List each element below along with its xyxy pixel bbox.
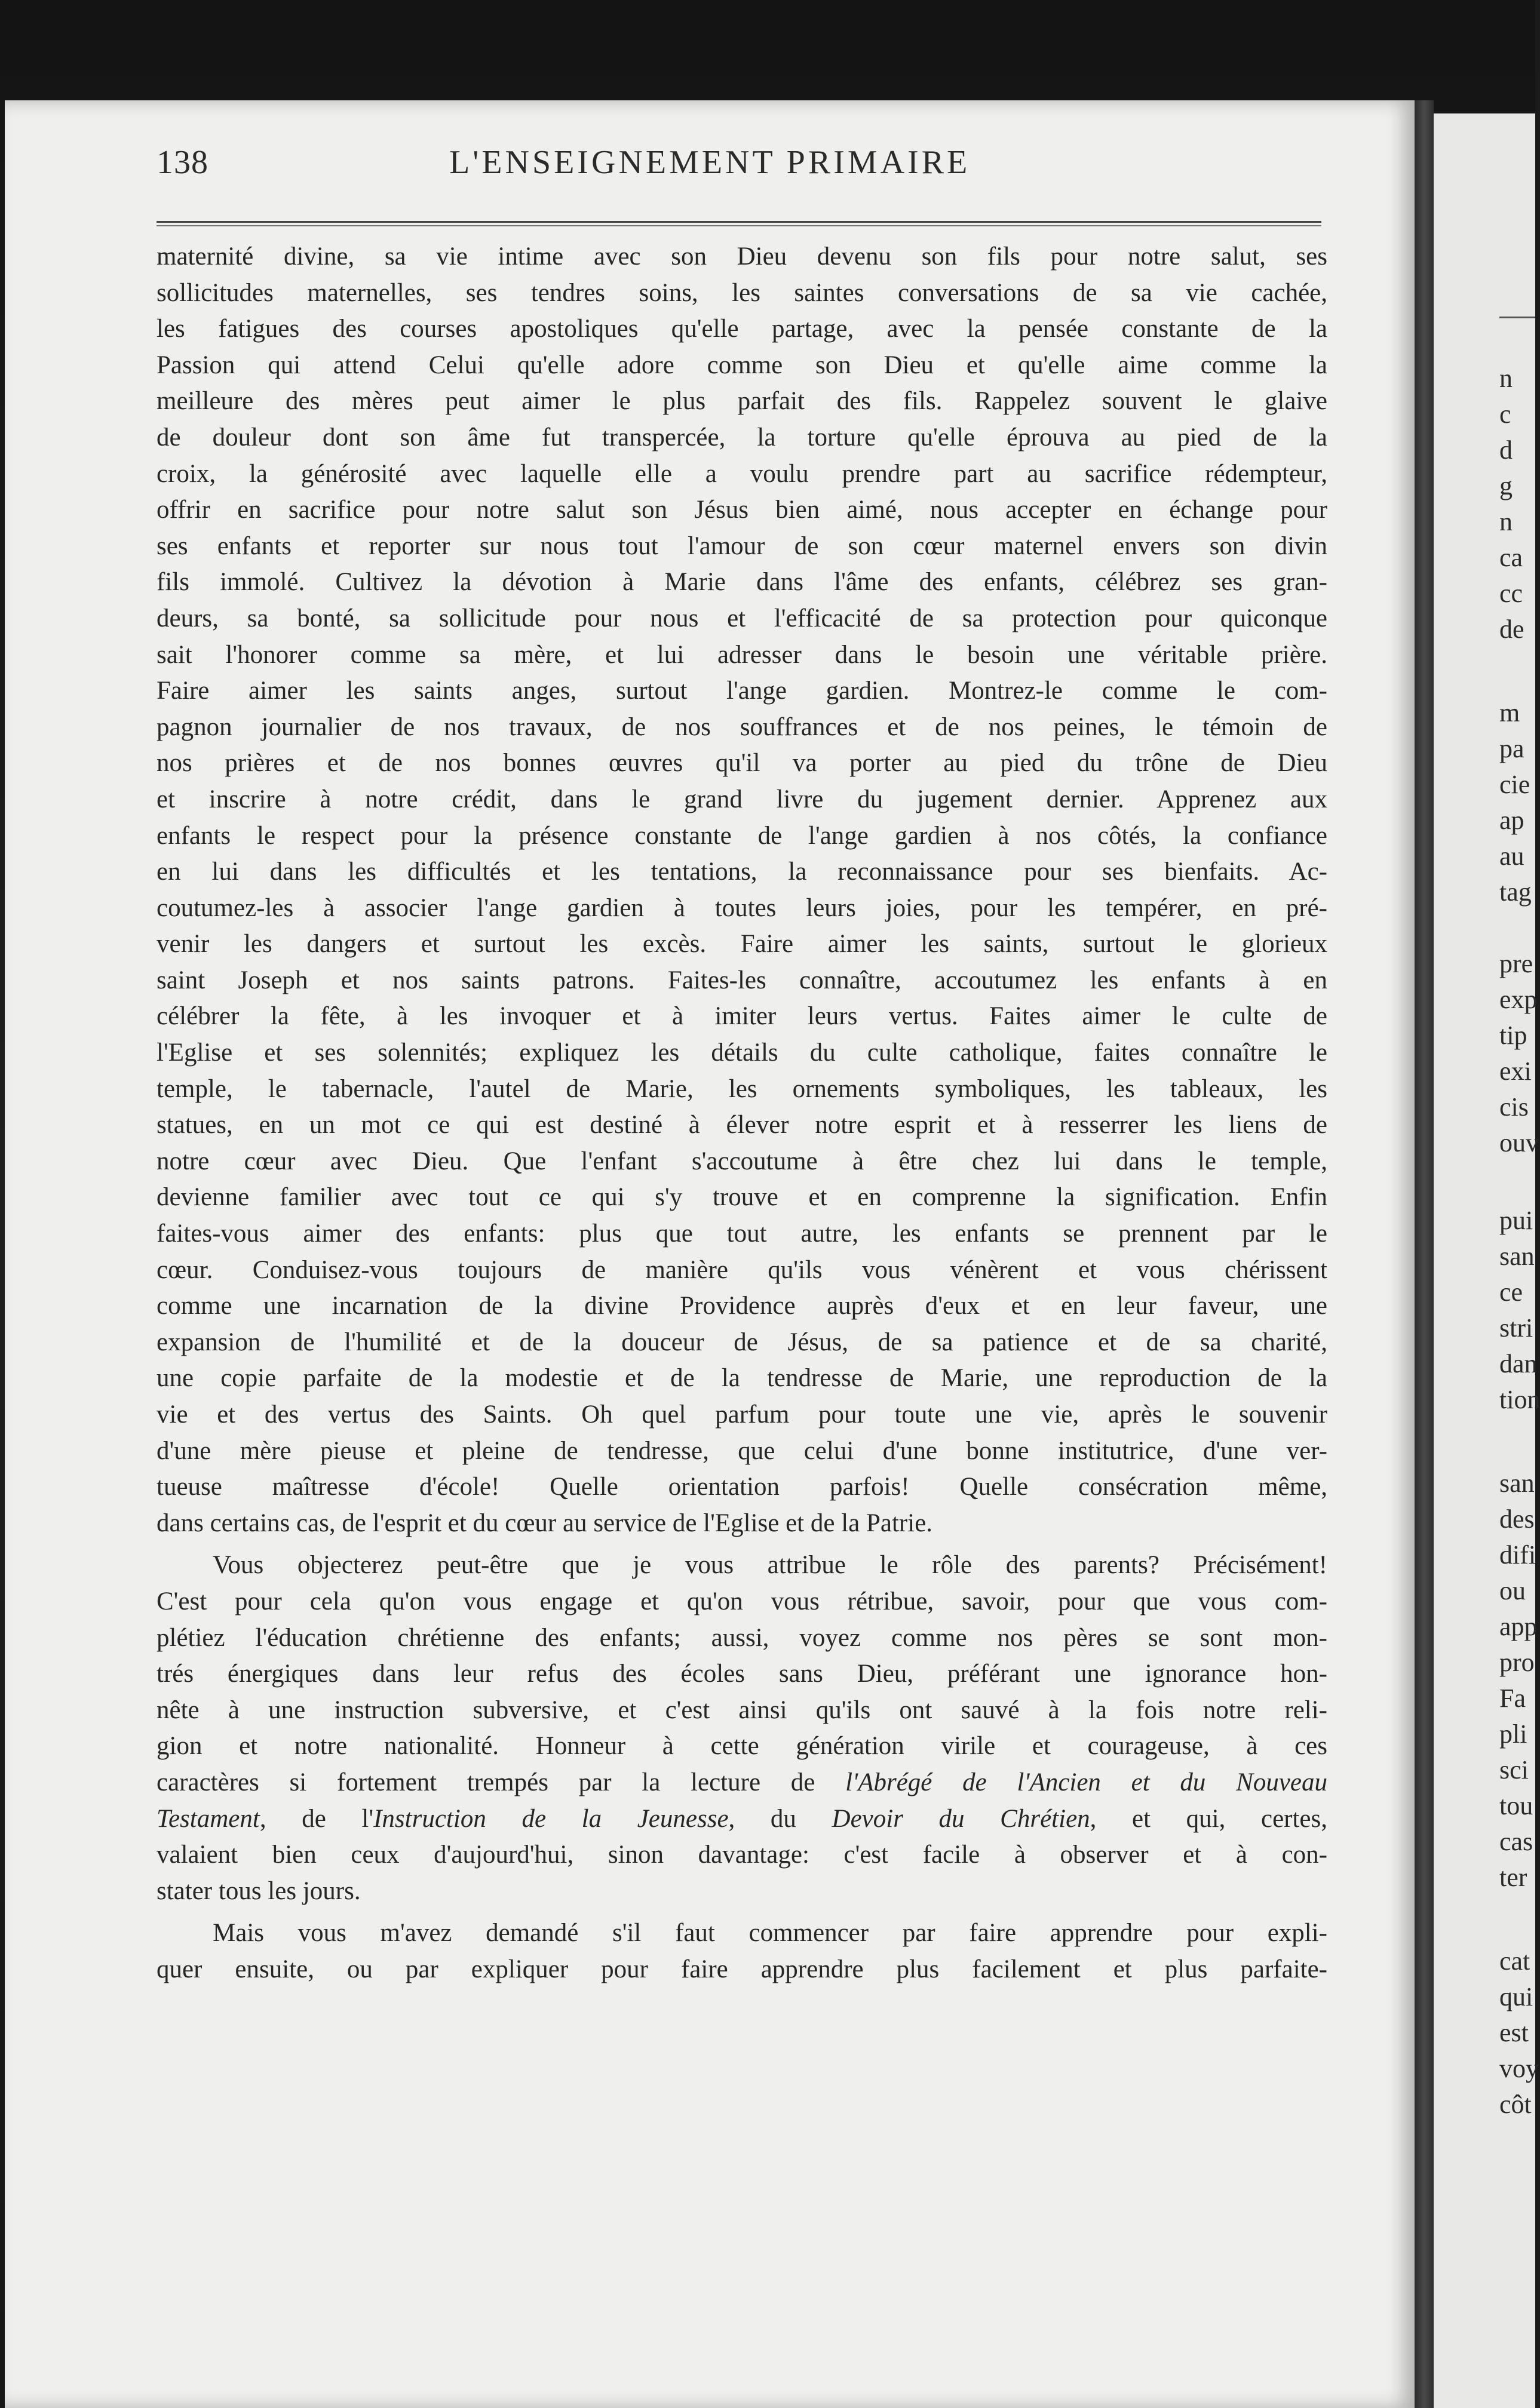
text-segment: , de l': [259, 1804, 374, 1833]
text-line: C'est pour cela qu'on vous engage et qu'on vous rétribue, savoir, pour que vous com-: [157, 1587, 1327, 1615]
adjacent-page-fragment: cis: [1499, 1092, 1529, 1122]
text-segment: , et qui, certes,: [1090, 1804, 1328, 1833]
text-line: offrir en sacrifice pour notre salut son Jésus bien aimé, nous accepter en échange pour: [157, 496, 1327, 524]
text-line: maternité divine, sa vie intime avec son Dieu devenu son fils pour notre salut, ses: [157, 242, 1327, 271]
adjacent-page-fragment: d: [1499, 435, 1513, 465]
adjacent-page-fragment: ce: [1499, 1277, 1523, 1307]
text-line: [157, 1801, 1327, 1838]
italic-title: Devoir du Chrétien: [832, 1804, 1090, 1833]
text-line: pagnon journalier de nos travaux, de nos souffrances et de nos peines, le témoin de: [157, 712, 1327, 741]
text-line: l'Eglise et ses solennités; expliquez les détails du culte catholique, faites connaître le: [157, 1039, 1327, 1067]
adjacent-page-fragment: san: [1499, 1469, 1535, 1498]
adjacent-page-fragment: ouv: [1499, 1128, 1539, 1157]
adjacent-page-fragment: cc: [1499, 579, 1523, 608]
adjacent-page-fragment: c: [1499, 400, 1511, 429]
text-line: les fatigues des courses apostoliques qu'elle partage, avec la pensée constante de la: [157, 315, 1327, 343]
text-line: faites-vous aimer des enfants: plus que tout autre, les enfants se prennent par le: [157, 1220, 1327, 1248]
text-segment: , du: [728, 1804, 832, 1833]
text-segment: caractères si fortement trempés par la lecture de: [157, 1768, 846, 1796]
text-line: temple, le tabernacle, l'autel de Marie, les ornements symboliques, les tableaux, les: [157, 1074, 1327, 1103]
italic-title: Instruction de la Jeunesse: [373, 1804, 729, 1833]
adjacent-page-fragment: pre: [1499, 949, 1533, 978]
text-line: Mais vous m'avez demandé s'il faut commencer par faire apprendre pour expli-: [213, 1919, 1327, 1948]
body-text: [157, 239, 1327, 1988]
running-title: L'ENSEIGNEMENT PRIMAIRE: [449, 144, 971, 181]
text-line: Faire aimer les saints anges, surtout l'ange gardien. Montrez-le comme le com-: [157, 677, 1327, 705]
paragraph-2: [157, 1547, 1327, 1909]
adjacent-page-fragment: qui: [1499, 1982, 1533, 2011]
text-line: notre cœur avec Dieu. Que l'enfant s'accoutume à être chez lui dans le temple,: [157, 1147, 1327, 1175]
adjacent-page-fragment: côt: [1499, 2090, 1532, 2119]
text-line: coutumez-les à associer l'ange gardien à toutes leurs joies, pour les tempérer, en pré-: [157, 893, 1327, 922]
header-rule: [157, 221, 1321, 228]
text-line: fils immolé. Cultivez la dévotion à Marie dans l'âme des enfants, célébrez ses gran-: [157, 568, 1327, 597]
italic-title: Testament: [157, 1804, 260, 1833]
adjacent-page-fragment: tip: [1499, 1021, 1527, 1050]
text-line: croix, la générosité avec laquelle elle a voulu prendre part au sacrifice rédempteur,: [157, 459, 1327, 488]
adjacent-page-fragment: m: [1499, 698, 1520, 727]
text-line: nête à une instruction subversive, et c'est ainsi qu'ils ont sauvé à la fois notre reli-: [157, 1696, 1327, 1724]
text-line: d'une mère pieuse et pleine de tendresse, que celui d'une bonne institutrice, d'une ver-: [157, 1436, 1327, 1465]
text-line: stater tous les jours.: [157, 1876, 361, 1905]
adjacent-page-fragment: de: [1499, 615, 1524, 644]
adjacent-page-fragment: tion: [1499, 1385, 1540, 1414]
adjacent-page-fragment: g: [1499, 471, 1513, 500]
adjacent-page-fragment: difi: [1499, 1540, 1536, 1570]
adjacent-page-fragment: sci: [1499, 1755, 1529, 1784]
text-line: trés énergiques dans leur refus des écoles sans Dieu, préférant une ignorance hon-: [157, 1660, 1327, 1688]
text-line: en lui dans les difficultés et les tentations, la reconnaissance pour ses bienfaits. Ac-: [157, 858, 1327, 886]
adjacent-page-fragment: Fa: [1499, 1684, 1526, 1713]
adjacent-page-fragment: des: [1499, 1504, 1535, 1534]
text-line: gion et notre nationalité. Honneur à cette génération virile et courageuse, à ces: [157, 1732, 1327, 1761]
page-gutter: [1415, 100, 1434, 2408]
text-line: valaient bien ceux d'aujourd'hui, sinon davantage: c'est facile à observer et à con-: [157, 1841, 1327, 1869]
adjacent-page-rule: [1499, 317, 1535, 318]
text-line: [157, 1765, 1327, 1801]
text-line: statues, en un mot ce qui est destiné à élever notre esprit et à resserrer les liens de: [157, 1111, 1327, 1140]
text-line: de douleur dont son âme fut transpercée, la torture qu'elle éprouva au pied de la: [157, 423, 1327, 452]
adjacent-page-fragment: pro: [1499, 1648, 1535, 1677]
italic-title: l'Abrégé de l'Ancien et du Nouveau: [845, 1768, 1327, 1796]
text-line: comme une incarnation de la divine Providence auprès d'eux et en leur faveur, une: [157, 1292, 1327, 1320]
text-line: venir les dangers et surtout les excès. Faire aimer les saints, surtout le glorieux: [157, 930, 1327, 959]
adjacent-page-fragment: cie: [1499, 770, 1530, 799]
text-line: tueuse maîtresse d'école! Quelle orientation parfois! Quelle consécration même,: [157, 1473, 1327, 1501]
adjacent-page-fragment: pa: [1499, 734, 1524, 763]
text-line: une copie parfaite de la modestie et de la tendresse de Marie, une reproduction de la: [157, 1364, 1327, 1393]
adjacent-page-fragment: ter: [1499, 1863, 1527, 1892]
text-line: et inscrire à notre crédit, dans le grand livre du jugement dernier. Apprenez aux: [157, 785, 1327, 813]
text-line: cœur. Conduisez-vous toujours de manière qu'ils vous vénèrent et vous chérissent: [157, 1255, 1327, 1284]
page-number: 138: [157, 144, 208, 181]
adjacent-page-fragment: tag: [1499, 877, 1532, 907]
text-line: sait l'honorer comme sa mère, et lui adresser dans le besoin une véritable prière.: [157, 640, 1327, 669]
adjacent-page-fragment: pui: [1499, 1206, 1533, 1235]
adjacent-page-fragment: exp: [1499, 985, 1538, 1014]
paragraph-1: [157, 239, 1327, 1541]
adjacent-page-fragment: tou: [1499, 1791, 1533, 1820]
adjacent-page-fragment: voy: [1499, 2054, 1539, 2083]
text-line: devienne familier avec tout ce qui s'y trouve et en comprenne la signification. Enfin: [157, 1183, 1327, 1212]
adjacent-page-fragment: au: [1499, 841, 1524, 871]
adjacent-page-fragment: ca: [1499, 543, 1523, 572]
text-line: expansion de l'humilité et de la douceur de Jésus, de sa patience et de sa charité,: [157, 1328, 1327, 1356]
text-line: ses enfants et reporter sur nous tout l'amour de son cœur maternel envers son divin: [157, 532, 1327, 560]
text-line: deurs, sa bonté, sa sollicitude pour nous et l'efficacité de sa protection pour quiconque: [157, 604, 1327, 632]
text-line: nos prières et de nos bonnes œuvres qu'il va porter au pied du trône de Dieu: [157, 749, 1327, 778]
adjacent-page-fragment: cat: [1499, 1946, 1530, 1976]
text-line: saint Joseph et nos saints patrons. Faites-les connaître, accoutumez les enfants à en: [157, 966, 1327, 994]
text-line: meilleure des mères peut aimer le plus parfait des fils. Rappelez souvent le glaive: [157, 387, 1327, 416]
adjacent-page-fragment: pli: [1499, 1719, 1527, 1749]
adjacent-page-fragment: exi: [1499, 1056, 1532, 1086]
text-line: Passion qui attend Celui qu'elle adore comme son Dieu et qu'elle aime comme la: [157, 351, 1327, 379]
adjacent-page-fragment: app: [1499, 1612, 1538, 1641]
text-line: sollicitudes maternelles, ses tendres soins, les saintes conversations de sa vie cachée,: [157, 278, 1327, 307]
adjacent-page-fragment: n: [1499, 507, 1513, 536]
adjacent-page-edge: [1434, 113, 1540, 2408]
adjacent-page-fragment: cas: [1499, 1827, 1533, 1856]
page-header: [157, 143, 1327, 191]
adjacent-page-fragment: est: [1499, 2018, 1529, 2047]
adjacent-page-fragment: dan: [1499, 1349, 1538, 1378]
adjacent-page-fragment: ap: [1499, 806, 1524, 835]
adjacent-page-fragment: ou: [1499, 1576, 1526, 1605]
text-line: célébrer la fête, à les invoquer et à imiter leurs vertus. Faites aimer le culte de: [157, 1002, 1327, 1031]
text-line: Vous objecterez peut-être que je vous attribue le rôle des parents? Précisément!: [213, 1551, 1327, 1580]
paragraph-3: [157, 1915, 1327, 1988]
adjacent-page-fragment: san: [1499, 1242, 1535, 1271]
text-line: quer ensuite, ou par expliquer pour faire apprendre plus facilement et plus parfaite-: [157, 1955, 1327, 1983]
adjacent-page-fragment: n: [1499, 364, 1513, 393]
text-line: vie et des vertus des Saints. Oh quel parfum pour toute une vie, après le souvenir: [157, 1400, 1327, 1429]
adjacent-page-fragment: stri: [1499, 1313, 1533, 1343]
text-line: plétiez l'éducation chrétienne des enfants; aussi, voyez comme nos pères se sont mon-: [157, 1623, 1327, 1652]
text-line: enfants le respect pour la présence constante de l'ange gardien à nos côtés, la confiance: [157, 821, 1327, 850]
text-line: dans certains cas, de l'esprit et du cœur au service de l'Eglise et de la Patrie.: [157, 1509, 933, 1537]
